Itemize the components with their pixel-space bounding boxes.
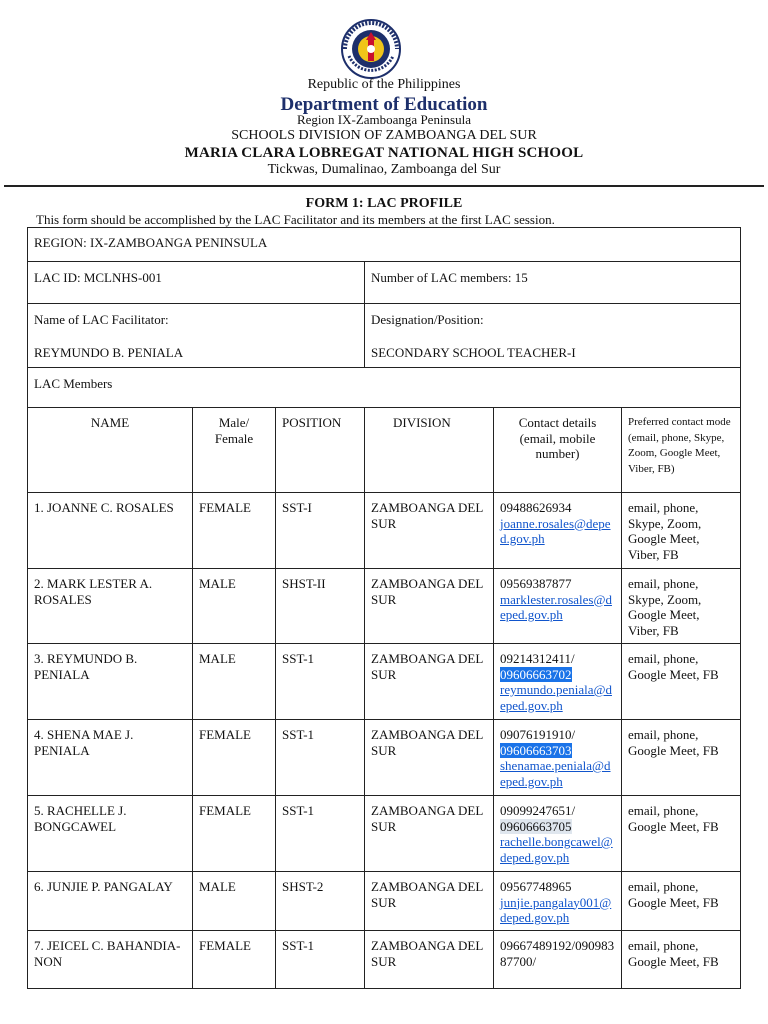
- school-name: MARIA CLARA LOBREGAT NATIONAL HIGH SCHOOL: [184, 145, 584, 161]
- member-sex: [193, 796, 276, 872]
- member-name-text: 2. MARK LESTER A. ROSALES: [34, 576, 153, 607]
- member-position-text: SST-I: [282, 500, 312, 515]
- header-divider: [4, 185, 764, 187]
- member-preferred: [622, 796, 741, 872]
- member-name: [28, 931, 193, 989]
- member-preferred: [622, 872, 741, 931]
- member-email-link[interactable]: shenamae.peniala@deped.gov.ph: [500, 758, 611, 789]
- member-phone: 09667489192/09098387700/: [500, 938, 615, 969]
- member-preferred-text: email, phone, Skype, Zoom, Google Meet, Viber, FB: [628, 576, 702, 638]
- col-position-header: POSITION: [276, 408, 365, 493]
- member-email-link[interactable]: reymundo.peniala@deped.gov.ph: [500, 682, 612, 713]
- member-division-text: ZAMBOANGA DEL SUR: [371, 500, 483, 531]
- member-division: [365, 644, 494, 720]
- form-instruction: This form should be accomplished by the LAC Facilitator and its members at the first LAC session.: [36, 212, 555, 227]
- member-position: [276, 720, 365, 796]
- member-phone-secondary: 09606663702: [500, 666, 572, 682]
- member-row: [28, 872, 741, 931]
- member-preferred-text: email, phone, Google Meet, FB: [628, 727, 719, 758]
- member-phone: 09214312411/: [500, 651, 575, 666]
- member-position-text: SST-1: [282, 938, 315, 953]
- region-row: [28, 228, 741, 262]
- department-heading: Department of Education: [280, 94, 488, 115]
- member-sex: [193, 720, 276, 796]
- member-position: [276, 872, 365, 931]
- member-phone-secondary: 09606663703: [500, 742, 572, 758]
- member-phone: 09099247651/: [500, 803, 576, 818]
- members-label: LAC Members: [34, 376, 113, 391]
- member-name: [28, 872, 193, 931]
- member-sex: [193, 569, 276, 644]
- member-position: [276, 493, 365, 569]
- member-division: [365, 931, 494, 989]
- member-division-text: ZAMBOANGA DEL SUR: [371, 879, 483, 910]
- member-position: [276, 796, 365, 872]
- col-name-header: NAME: [28, 408, 193, 493]
- designation-cell: [365, 304, 741, 368]
- facilitator-label: Name of LAC Facilitator:: [34, 312, 169, 327]
- member-name-text: 7. JEICEL C. BAHANDIA-NON: [34, 938, 181, 969]
- school-address: Tickwas, Dumalinao, Zamboanga del Sur: [267, 162, 501, 177]
- republic-heading: Republic of the Philippines: [307, 77, 461, 92]
- member-position-text: SST-1: [282, 651, 315, 666]
- member-name: [28, 720, 193, 796]
- member-preferred-text: email, phone, Google Meet, FB: [628, 938, 719, 969]
- col-preferred-header: Preferred contact mode (email, phone, Skype, Zoom, Google Meet, Viber, FB): [622, 408, 741, 493]
- form-title: FORM 1: LAC PROFILE: [305, 196, 463, 211]
- lac-id-cell: [28, 262, 365, 304]
- member-sex: [193, 493, 276, 569]
- member-division: [365, 872, 494, 931]
- member-preferred-text: email, phone, Google Meet, FB: [628, 803, 719, 834]
- member-contact: [494, 493, 622, 569]
- member-contact: [494, 872, 622, 931]
- member-name-text: 5. RACHELLE J. BONGCAWEL: [34, 803, 127, 834]
- member-row: [28, 644, 741, 720]
- member-position-text: SHST-2: [282, 879, 324, 894]
- member-division: [365, 796, 494, 872]
- member-division: [365, 493, 494, 569]
- region-text: REGION: IX-ZAMBOANGA PENINSULA: [34, 235, 268, 250]
- member-phone: 09569387877: [500, 576, 572, 591]
- member-email-link[interactable]: marklester.rosales@deped.gov.ph: [500, 591, 612, 622]
- member-sex-text: MALE: [199, 651, 236, 666]
- member-preferred: [622, 493, 741, 569]
- member-sex: [193, 872, 276, 931]
- member-division: [365, 720, 494, 796]
- facilitator-cell: [28, 304, 365, 368]
- member-sex-text: FEMALE: [199, 727, 251, 742]
- member-sex-text: FEMALE: [199, 938, 251, 953]
- division-heading: SCHOOLS DIVISION OF ZAMBOANGA DEL SUR: [231, 128, 537, 143]
- region-heading: Region IX-Zamboanga Peninsula: [296, 112, 471, 127]
- members-label-row: [28, 368, 741, 408]
- col-sex-header: Male/ Female: [193, 408, 276, 493]
- member-contact: [494, 720, 622, 796]
- member-phone: 09488626934: [500, 500, 572, 515]
- member-count-cell: [365, 262, 741, 304]
- member-position-text: SST-1: [282, 803, 315, 818]
- member-division-text: ZAMBOANGA DEL SUR: [371, 576, 483, 607]
- member-contact: [494, 931, 622, 989]
- member-email-link[interactable]: joanne.rosales@deped.gov.ph: [500, 515, 611, 546]
- col-division-header: DIVISION: [365, 408, 494, 493]
- member-position: [276, 931, 365, 989]
- member-division-text: ZAMBOANGA DEL SUR: [371, 727, 483, 758]
- member-preferred-text: email, phone, Google Meet, FB: [628, 651, 719, 682]
- member-division: [365, 569, 494, 644]
- member-contact: [494, 796, 622, 872]
- designation-label: Designation/Position:: [371, 312, 484, 327]
- member-name: [28, 644, 193, 720]
- member-sex-text: FEMALE: [199, 803, 251, 818]
- member-name-text: 1. JOANNE C. ROSALES: [34, 500, 174, 515]
- member-phone: 09076191910/: [500, 727, 576, 742]
- member-position-text: SST-1: [282, 727, 315, 742]
- member-name: [28, 796, 193, 872]
- member-division-text: ZAMBOANGA DEL SUR: [371, 651, 483, 682]
- member-sex-text: MALE: [199, 576, 236, 591]
- member-phone-secondary: 09606663705: [500, 818, 572, 834]
- lac-profile-table: [27, 227, 741, 989]
- column-header-row: [28, 408, 741, 493]
- member-name-text: 4. SHENA MAE J. PENIALA: [34, 727, 134, 758]
- member-sex: [193, 644, 276, 720]
- col-contact-header: Contact details (email, mobile number): [494, 408, 622, 493]
- member-name-text: 3. REYMUNDO B. PENIALA: [34, 651, 138, 682]
- designation-value: SECONDARY SCHOOL TEACHER-I: [371, 344, 576, 360]
- member-row: [28, 569, 741, 644]
- member-email-link[interactable]: rachelle.bongcawel@deped.gov.ph: [500, 834, 613, 865]
- member-sex-text: FEMALE: [199, 500, 251, 515]
- facilitator-name: REYMUNDO B. PENIALA: [34, 344, 184, 360]
- member-preferred: [622, 569, 741, 644]
- member-division-text: ZAMBOANGA DEL SUR: [371, 938, 483, 969]
- member-sex-text: MALE: [199, 879, 236, 894]
- member-name: [28, 569, 193, 644]
- member-preferred: [622, 720, 741, 796]
- member-preferred-text: email, phone, Google Meet, FB: [628, 879, 719, 910]
- member-position: [276, 644, 365, 720]
- member-name: [28, 493, 193, 569]
- member-contact: [494, 644, 622, 720]
- lac-id-text: LAC ID: MCLNHS-001: [34, 270, 162, 285]
- member-position-text: SHST-II: [282, 576, 326, 591]
- member-count-text: Number of LAC members: 15: [371, 270, 528, 285]
- member-preferred: [622, 644, 741, 720]
- member-contact: [494, 569, 622, 644]
- member-row: [28, 720, 741, 796]
- member-row: [28, 796, 741, 872]
- member-phone: 09567748965: [500, 879, 572, 894]
- member-division-text: ZAMBOANGA DEL SUR: [371, 803, 483, 834]
- member-row: [28, 931, 741, 989]
- member-sex: [193, 931, 276, 989]
- member-position: [276, 569, 365, 644]
- member-preferred: [622, 931, 741, 989]
- member-row: [28, 493, 741, 569]
- deped-seal-logo: [327, 18, 415, 80]
- member-preferred-text: email, phone, Skype, Zoom, Google Meet, Viber, FB: [628, 500, 702, 562]
- member-name-text: 6. JUNJIE P. PANGALAY: [34, 879, 173, 894]
- member-email-link[interactable]: junjie.pangalay001@deped.gov.ph: [500, 894, 612, 925]
